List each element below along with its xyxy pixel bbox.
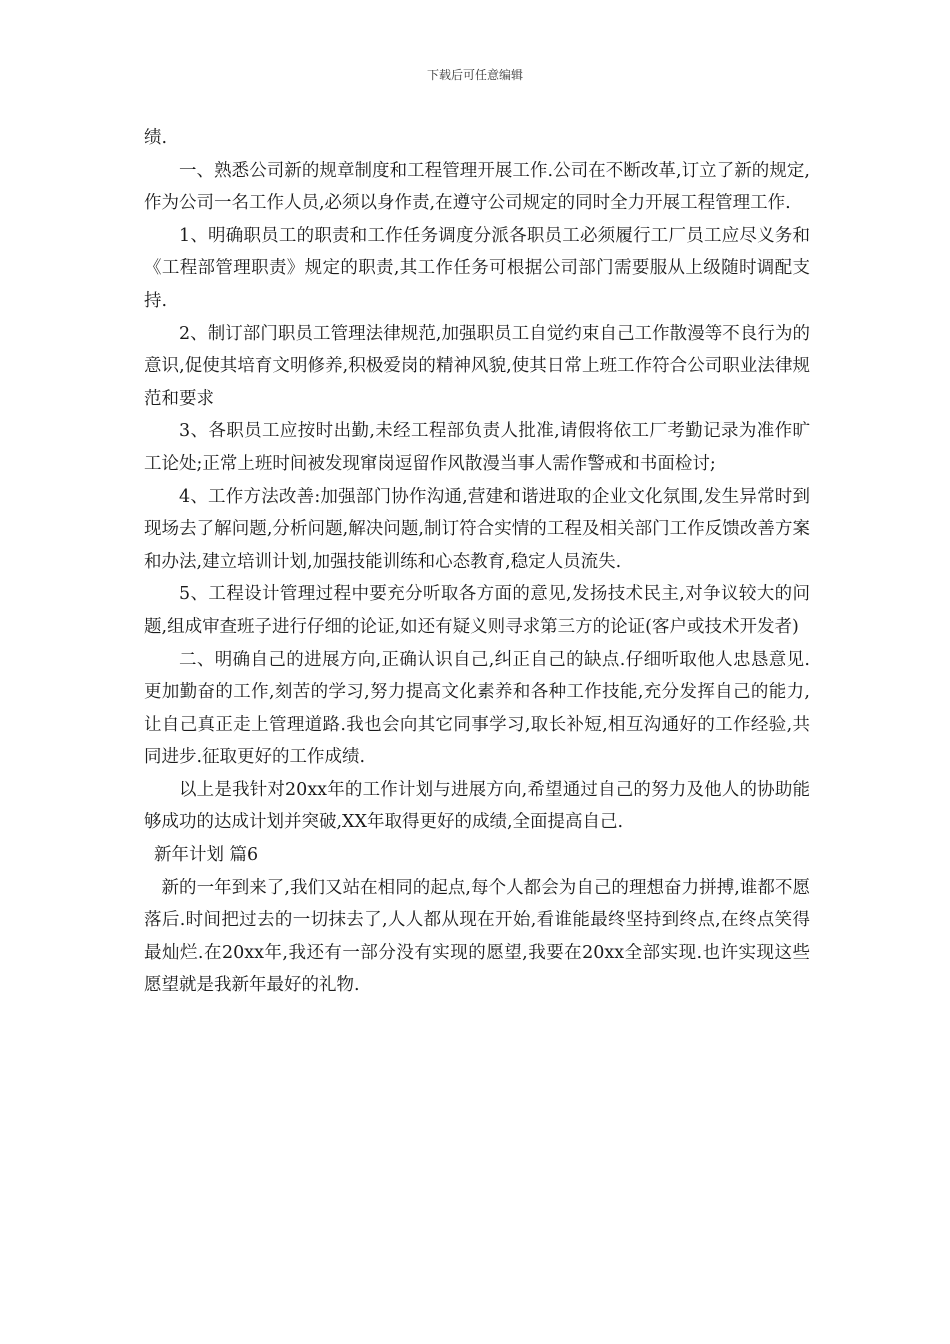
paragraph-section-two: 二、明确自己的进展方向,正确认识自己,纠正自己的缺点.仔细听取他人忠恳意见.更加勤奋的工作,刻苦的学习,努力提高文化素养和各种工作技能,充分发挥自己的能力,让自己真正走上管理道路.我也会向其它同事学习,取长补短,相互沟通好的工作经验,共同进步.征取更好的工作成绩. — [144, 649, 810, 768]
paragraph-item-4: 4、工作方法改善:加强部门协作沟通,营建和谐进取的企业文化氛围,发生异常时到现场去了解问题,分析问题,解决问题,制订符合实情的工程及相关部门工作反馈改善方案和办法,建立培训计划,加强技能训练和心态教育,稳定人员流失. — [144, 486, 810, 572]
paragraph-item-2: 2、制订部门职员工管理法律规范,加强职员工自觉约束自己工作散漫等不良行为的意识,促使其培育文明修养,积极爱岗的精神风貌,使其日常上班工作符合公司职业法律规范和要求 — [144, 323, 810, 409]
paragraph-item-3: 3、各职员工应按时出勤,未经工程部负责人批准,请假将依工厂考勤记录为准作旷工论处;正常上班时间被发现窜岗逗留作风散漫当事人需作警戒和书面检讨; — [144, 421, 810, 474]
paragraph-summary: 以上是我针对20xx年的工作计划与进展方向,希望通过自己的努力及他人的协助能够成功的达成计划并突破,XX年取得更好的成绩,全面提高自己. — [144, 779, 810, 833]
document-body — [144, 122, 810, 1002]
paragraph-item-1: 1、明确职员工的职责和工作任务调度分派各职员工必须履行工厂员工应尽义务和《工程部管理职责》规定的职责,其工作任务可根据公司部门需要服从上级随时调配支持. — [144, 225, 810, 311]
paragraph-section-one: 一、熟悉公司新的规章制度和工程管理开展工作.公司在不断改革,订立了新的规定,作为公司一名工作人员,必须以身作责,在遵守公司规定的同时全力开展工程管理工作. — [144, 160, 810, 214]
paragraph-new-year: 新的一年到来了,我们又站在相同的起点,每个人都会为自己的理想奋力拼搏,谁都不愿落后.时间把过去的一切抹去了,人人都从现在开始,看谁能最终坚持到终点,在终点笑得最灿烂.在20xx年,我还有一部分没有实现的愿望,我要在20xx全部实现.也许实现这些愿望就是我新年最好的礼物. — [144, 877, 810, 996]
page-header: 下载后可任意编辑 — [426, 68, 523, 82]
paragraph-item-5: 5、工程设计管理过程中要充分听取各方面的意见,发扬技术民主,对争议较大的问题,组成审查班子进行仔细的论证,如还有疑义则寻求第三方的论证(客户或技术开发者) — [144, 584, 810, 637]
section-heading: 新年计划 篇6 — [154, 845, 259, 866]
paragraph-continuation: 绩. — [144, 128, 168, 148]
